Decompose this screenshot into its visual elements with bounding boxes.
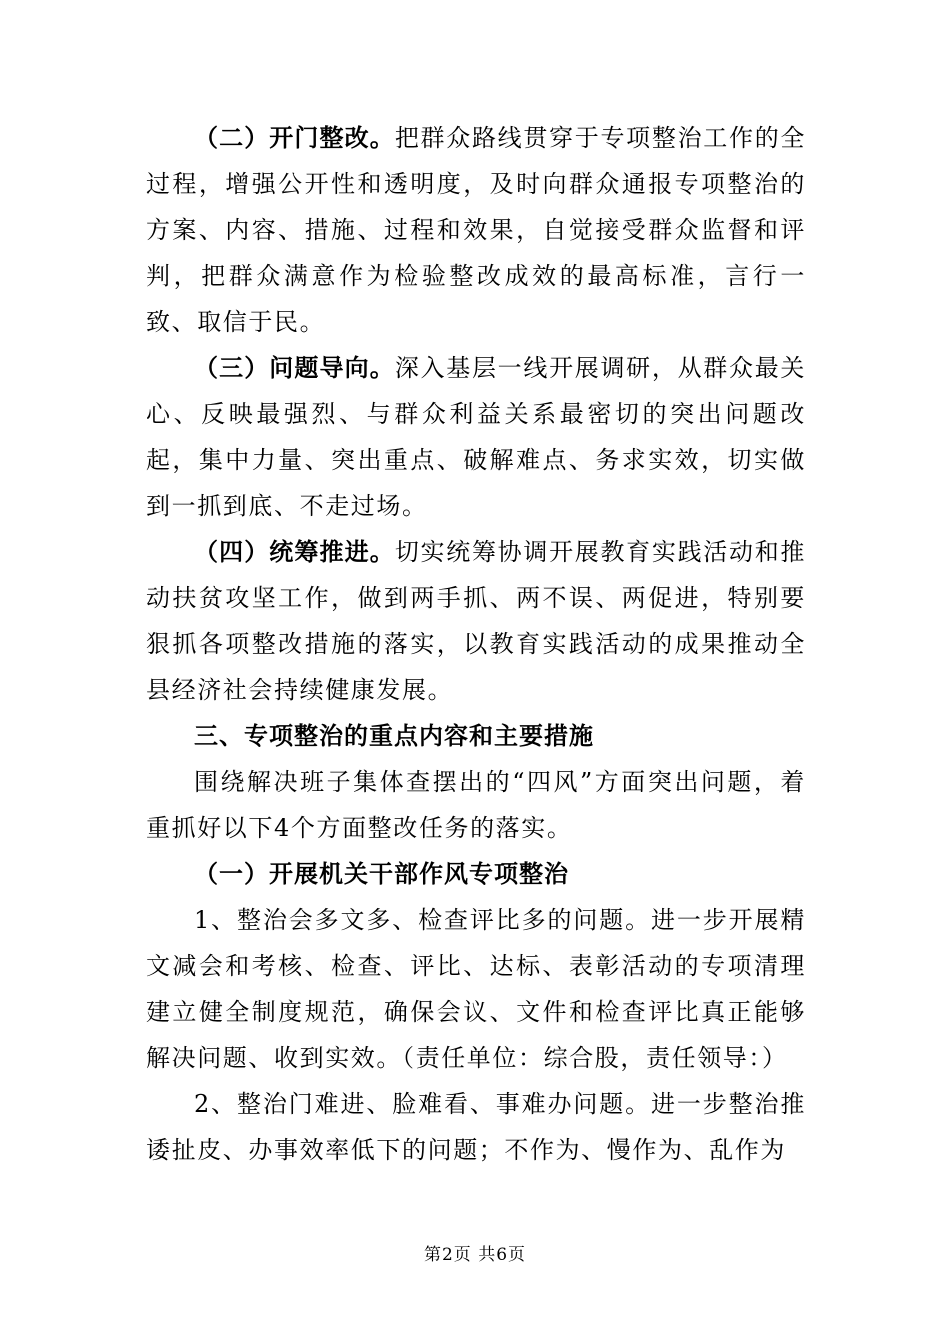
paragraph-lead: （三）问题导向。 (194, 354, 395, 382)
paragraph-text: 切实统筹协调开展教育实践活动和推动扶贫攻坚工作，做到两手抓、两不误、两促进，特别要狠抓各项整改措施的落实，以教育实践活动的成果推动全县经济社会持续健康发展。 (146, 538, 807, 704)
paragraph-text: 把群众路线贯穿于专项整治工作的全过程，增强公开性和透明度，及时向群众通报专项整治的方案、内容、措施、过程和效果，自觉接受群众监督和评判，把群众满意作为检验整改成效的最高标准，言行一致、取信于民。 (146, 124, 807, 336)
section-intro: 围绕解决班子集体查摆出的“四风”方面突出问题，着重抓好以下4个方面整改任务的落实。 (146, 768, 806, 842)
paragraph-lead: （四）统筹推进。 (194, 538, 395, 566)
list-item: 1、整治会多文多、检查评比多的问题。进一步开展精文减会和考核、检查、评比、达标、表彰活动的专项清理建立健全制度规范，确保会议、文件和检查评比真正能够解决问题、收到实效。（责任单位：综合股，责任领导：） (146, 906, 806, 1072)
paragraph-problem-oriented (146, 345, 806, 529)
list-item: 2、整治门难进、脸难看、事难办问题。进一步整治推诿扯皮、办事效率低下的问题；不作为、慢作为、乱作为 (146, 1090, 806, 1164)
paragraph-coordinated-advance (146, 529, 806, 713)
section-heading: 三、专项整治的重点内容和主要措施 (194, 722, 594, 750)
document-body (146, 115, 806, 1173)
sub-heading: （一）开展机关干部作风专项整治 (194, 860, 569, 888)
paragraph-text: 深入基层一线开展调研，从群众最关心、反映最强烈、与群众利益关系最密切的突出问题改起，集中力量、突出重点、破解难点、务求实效，切实做到一抓到底、不走过场。 (146, 354, 807, 520)
paragraph-open-rectification (146, 115, 806, 345)
page-footer: 第2页 共6页 (423, 1245, 527, 1265)
paragraph-lead: （二）开门整改。 (194, 124, 395, 152)
